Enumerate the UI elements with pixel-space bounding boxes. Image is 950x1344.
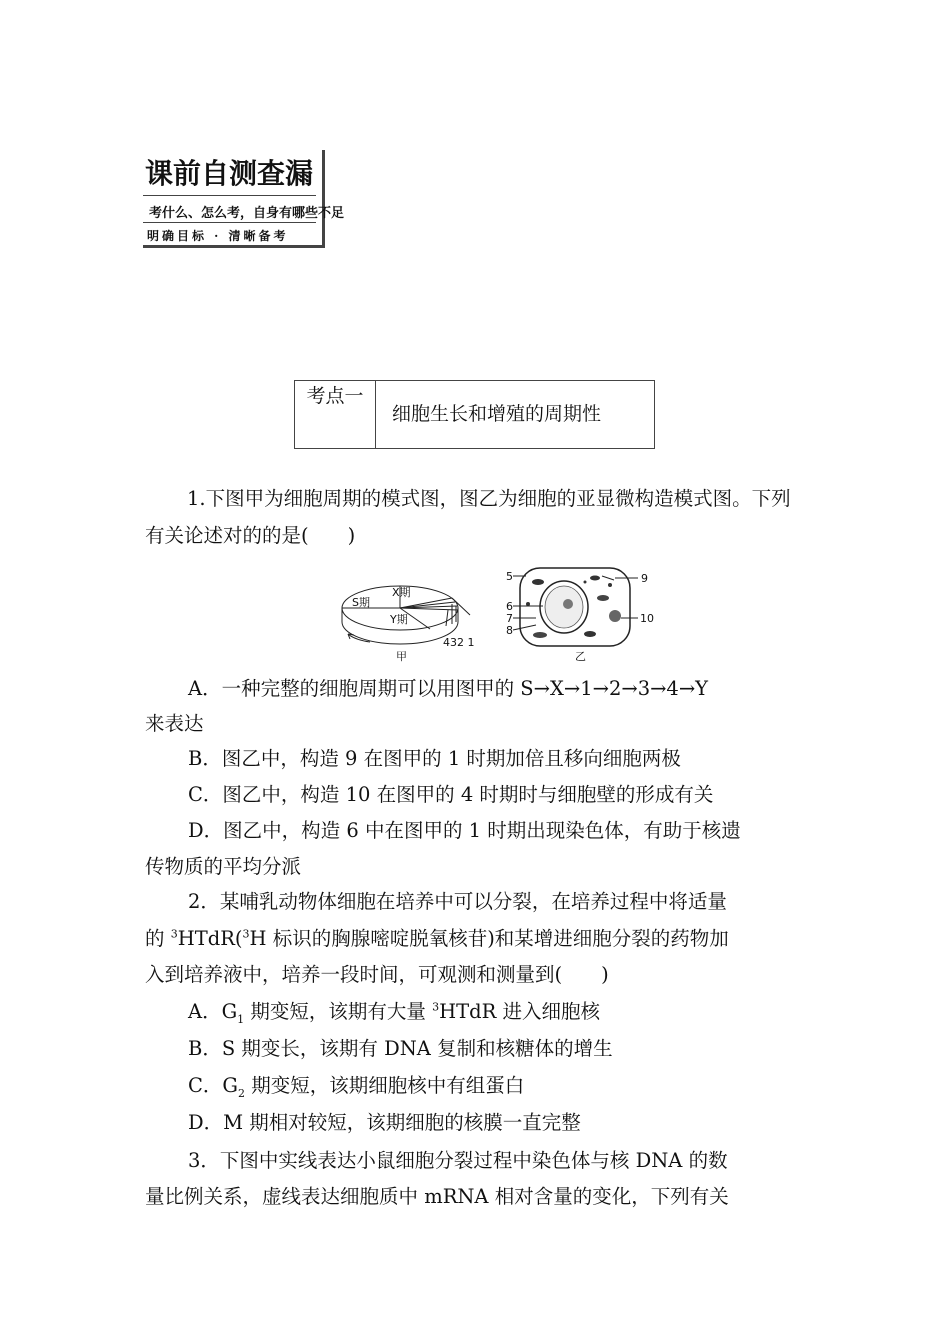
figure-jia-label: 甲 <box>396 650 407 663</box>
q3-stem-line2: 量比例关系，虚线表达细胞质中 mRNA 相对含量的变化，下列有关 <box>145 1185 729 1208</box>
topic-title: 细胞生长和增殖的周期性 <box>392 403 602 425</box>
q1-option-c: C．图乙中，构造 10 在图甲的 4 时期时与细胞壁的形成有关 <box>188 783 714 806</box>
banner-divider <box>143 222 316 223</box>
section-banner <box>143 150 345 248</box>
topic-box <box>294 380 655 449</box>
q1-option-b: B．图乙中，构造 9 在图甲的 1 时期加倍且移向细胞两极 <box>188 747 681 770</box>
q2-option-b: B．S 期变长，该期有 DNA 复制和核糖体的增生 <box>188 1037 613 1060</box>
figure-yi-label: 乙 <box>575 650 586 663</box>
q2-option-d: D．M 期相对较短，该期细胞的核膜一直完整 <box>188 1111 581 1134</box>
label-10: 10 <box>640 612 654 625</box>
q1-option-d: D．图乙中，构造 6 中在图甲的 1 时期出现染色体，有助于核遗 <box>188 819 741 842</box>
banner-title: 课前自测查漏 <box>145 157 314 190</box>
cell-cycle-pie <box>342 585 475 663</box>
q1-option-d-cont: 传物质的平均分派 <box>145 855 302 878</box>
topic-label: 考点一 <box>295 381 376 448</box>
label-7: 7 <box>506 612 513 625</box>
q2-stem-line1: 2．某哺乳动物体细胞在培养中可以分裂，在培养过程中将适量 <box>188 890 727 913</box>
q1-option-a: A．一种完整的细胞周期可以用图甲的 S→X→1→2→3→4→Y <box>188 677 709 700</box>
label-8: 8 <box>506 624 513 637</box>
q1-figure <box>340 560 670 665</box>
s-phase-label: S期 <box>352 596 370 609</box>
q1-option-a-cont: 来表达 <box>145 712 204 735</box>
label-9: 9 <box>641 572 648 585</box>
x-phase-label: X期 <box>392 586 411 599</box>
q2-stem-line2: 的 $^3$HTdR($^3$H 标识的胸腺嘧啶脱氧核苷)和某增进细胞分裂的药物加 <box>145 927 729 950</box>
phase-numbers: 432 1 <box>443 636 475 649</box>
banner-subtitle: 考什么、怎么考，自身有哪些不足 <box>149 206 345 221</box>
q2-stem-line3: 入到培养液中，培养一段时间，可观测和测量到( ) <box>145 963 609 986</box>
label-5: 5 <box>506 570 513 583</box>
banner-tagline: 明确目标 · 清晰备考 <box>147 229 289 243</box>
y-phase-label: Y期 <box>390 613 408 626</box>
q1-stem: 1.下图甲为细胞周期的模式图，图乙为细胞的亚显微构造模式图。下列有关论述对的的是( ) <box>145 487 791 547</box>
label-6: 6 <box>506 600 513 613</box>
cell-cycle-figure <box>340 560 670 665</box>
q3-stem-line1: 3．下图中实线表达小鼠细胞分裂过程中染色体与核 DNA 的数 <box>188 1149 728 1172</box>
cell-diagram <box>506 568 654 663</box>
q2-option-c: C．$G_2$ 期变短，该期细胞核中有组蛋白 <box>188 1074 525 1100</box>
q2-option-a: A．$G_1$ 期变短，该期有大量 $^3$HTdR 进入细胞核 <box>188 1000 600 1026</box>
banner-divider <box>143 195 316 196</box>
